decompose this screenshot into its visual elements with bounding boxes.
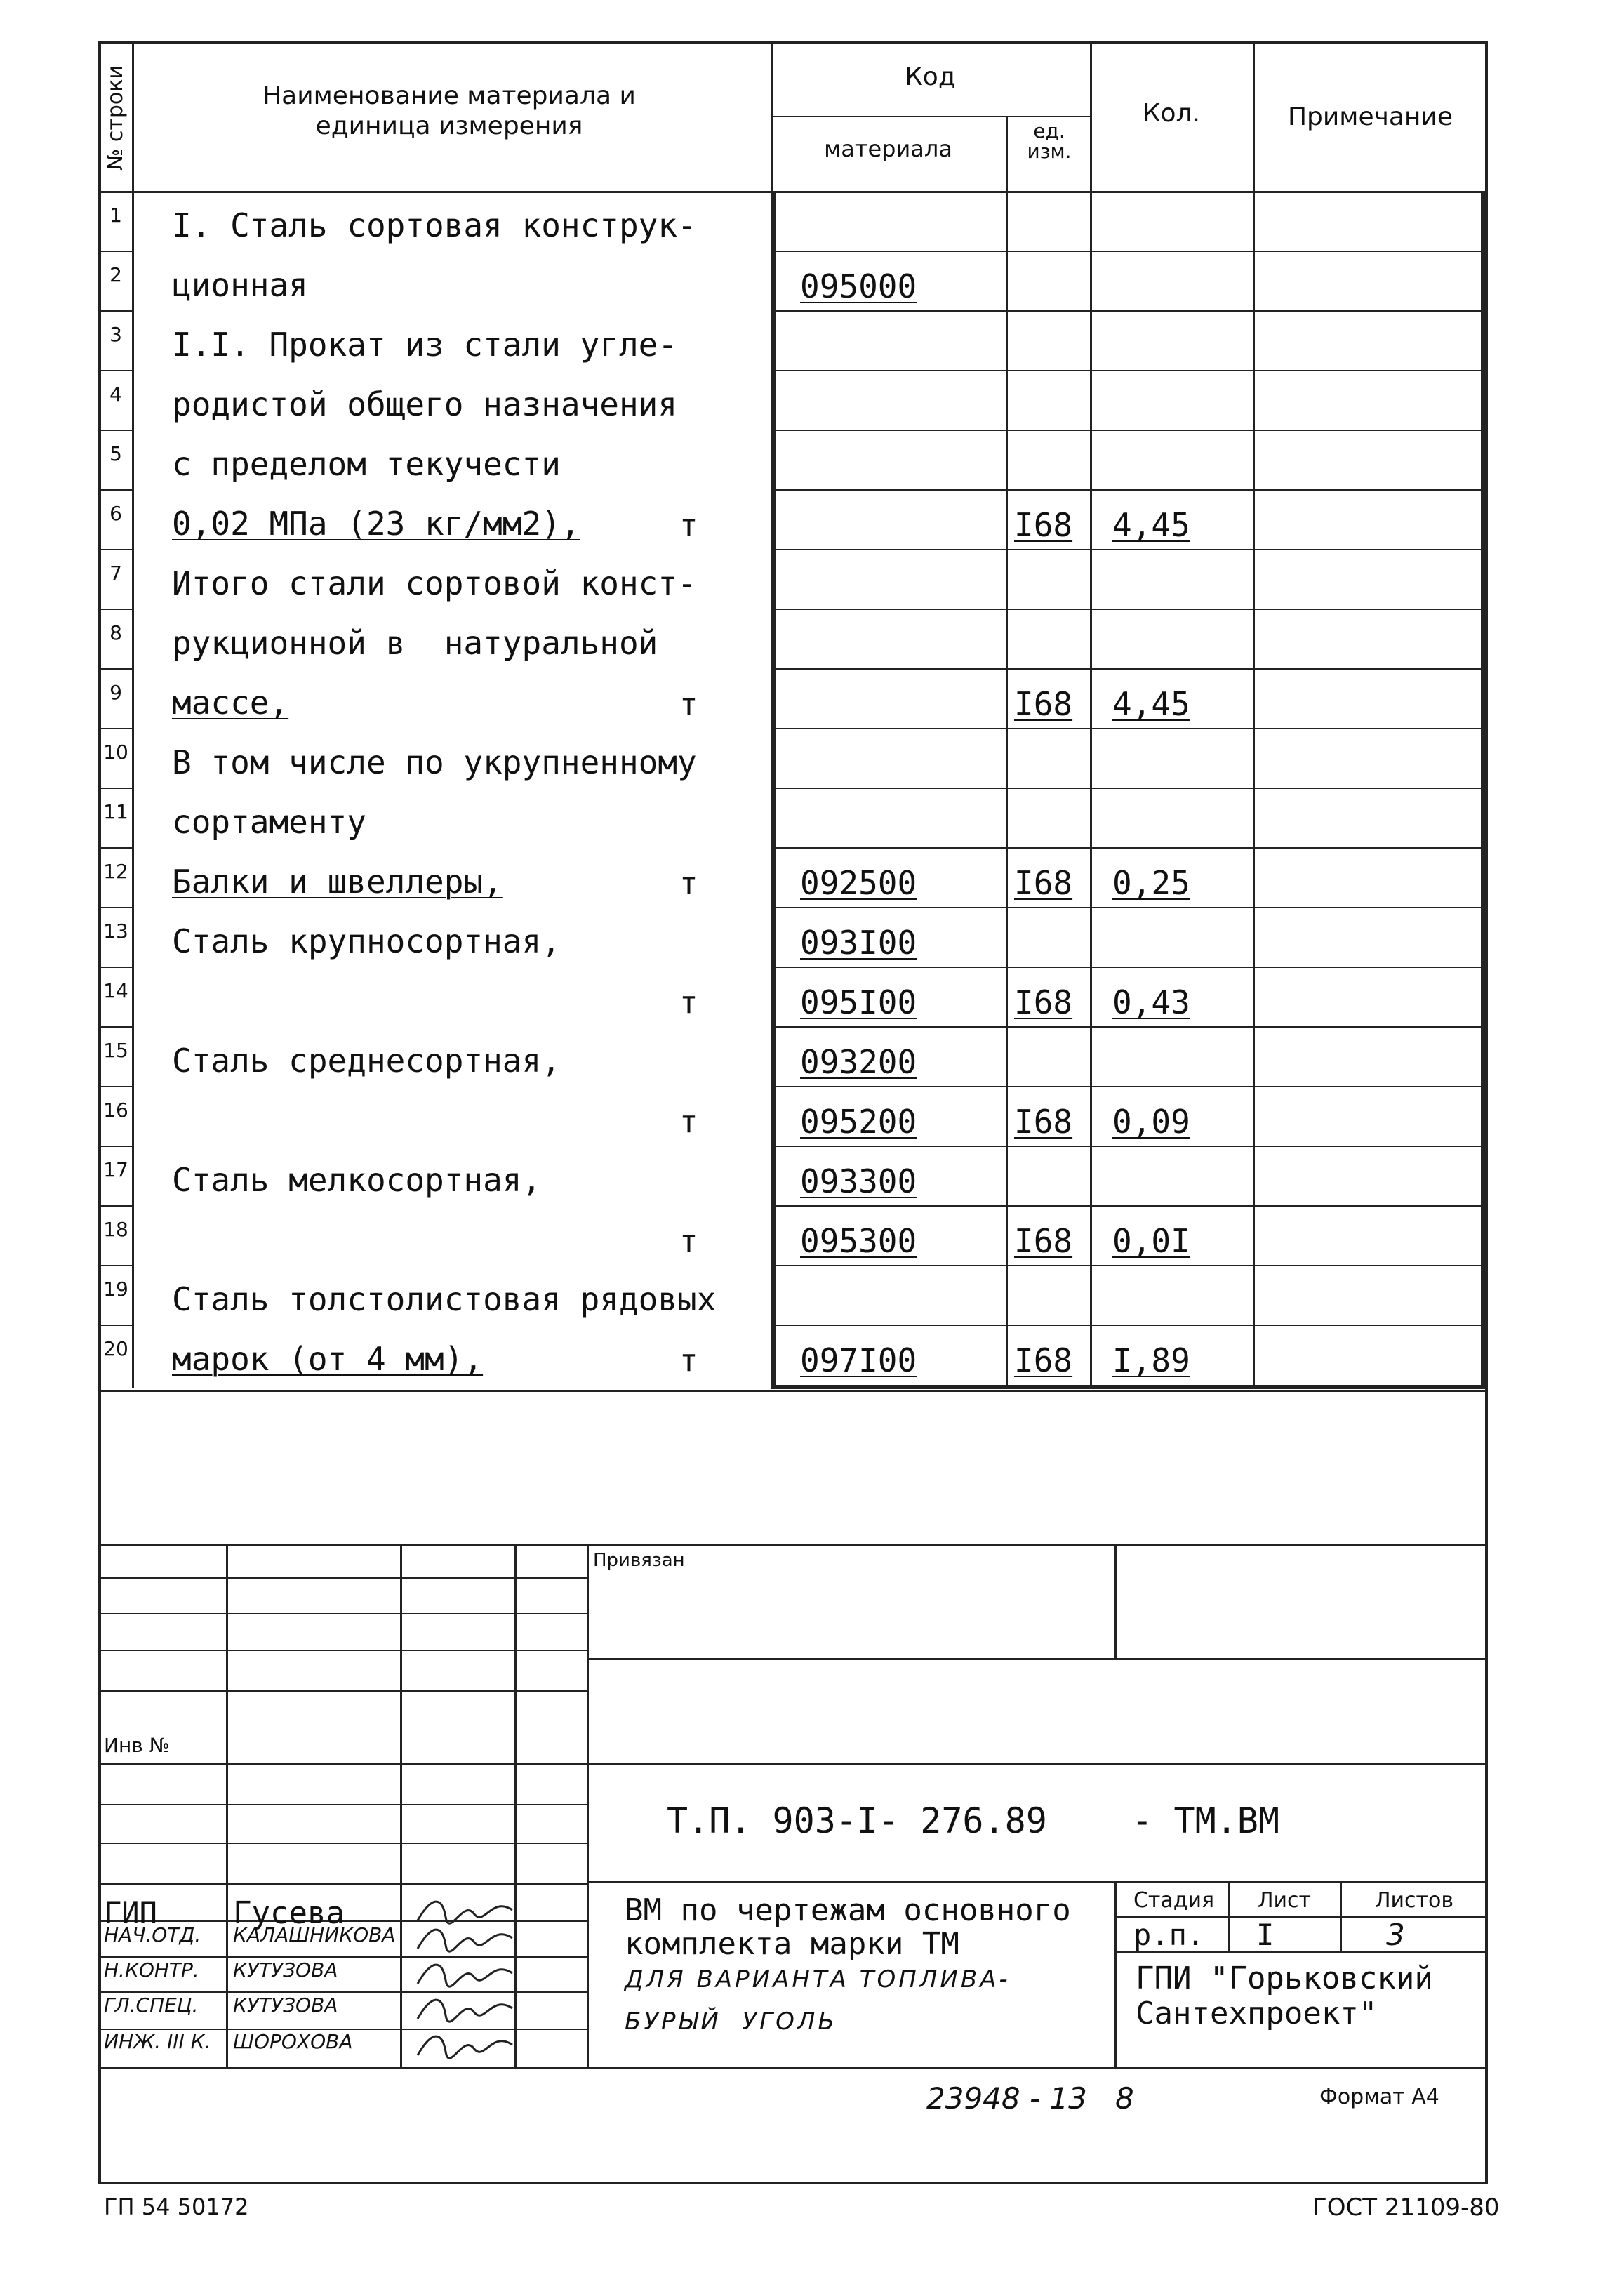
quantity: 4,45 <box>1112 506 1190 544</box>
tb-row <box>98 1804 587 1805</box>
row-number: 11 <box>103 800 128 823</box>
row-number: 1 <box>109 204 122 227</box>
signature-role: Н.КОНТР. <box>104 1958 199 1982</box>
document-code: Т.П. 903-I- 276.89 - ТМ.ВМ <box>667 1800 1279 1841</box>
quantity: I,89 <box>1112 1341 1190 1379</box>
row-divider <box>771 907 1485 908</box>
row-number: 14 <box>103 979 128 1002</box>
handwritten-signature <box>414 1991 519 2026</box>
handwritten-signature <box>414 2027 519 2062</box>
row-divider <box>98 1325 132 1326</box>
form-code: ГП 54 50172 <box>104 2194 249 2220</box>
row-divider <box>771 1086 1485 1087</box>
row-number: 8 <box>109 621 122 644</box>
stage-value: р.п. <box>1133 1918 1205 1952</box>
row-divider <box>771 1325 1485 1326</box>
quantity: 0,25 <box>1112 864 1190 902</box>
material-code: 093I00 <box>800 924 917 962</box>
header-bottom-line <box>98 191 1488 193</box>
name-header: Наименование материала и единица измерения <box>262 81 636 141</box>
row-number: 16 <box>103 1099 128 1122</box>
row-number: 12 <box>103 860 128 883</box>
material-name: Балки и швеллеры, <box>172 863 503 901</box>
row-number: 13 <box>103 920 128 943</box>
row-divider <box>98 609 132 610</box>
material-name: рукционной в натуральной <box>172 624 658 662</box>
signature-name: Гусева <box>233 1895 345 1931</box>
signature-role: ГИП <box>104 1895 157 1930</box>
inv-label: Инв № <box>104 1734 170 1757</box>
row-divider <box>98 728 132 729</box>
row-divider <box>98 310 132 312</box>
row-divider <box>98 967 132 968</box>
row-divider <box>771 609 1485 610</box>
signature-name: КУТУЗОВА <box>233 1958 338 1982</box>
material-code: 097I00 <box>800 1341 917 1379</box>
row-divider <box>98 1086 132 1087</box>
description-line-2: комплекта марки ТМ <box>625 1926 959 1962</box>
quantity: 0,43 <box>1112 983 1190 1021</box>
row-number: 4 <box>109 383 122 406</box>
material-name: 0,02 МПа (23 кг/мм2), <box>172 505 580 543</box>
material-code: 095200 <box>800 1103 917 1141</box>
row-number: 5 <box>109 442 122 465</box>
sheets-label: Листов <box>1374 1888 1454 1913</box>
signature-role: ИНЖ. III К. <box>104 2030 211 2053</box>
row-divider <box>98 907 132 908</box>
row-divider <box>98 1146 132 1147</box>
row-divider <box>771 1205 1485 1207</box>
privyazan-label: Привязан <box>593 1550 685 1571</box>
quantity: 4,45 <box>1112 685 1190 723</box>
unit-code: I68 <box>1014 685 1073 723</box>
row-number: 19 <box>103 1278 128 1301</box>
unit-code: I68 <box>1014 983 1073 1021</box>
row-divider <box>98 251 132 252</box>
row-divider <box>98 430 132 431</box>
unit-of-measure: т <box>679 985 698 1021</box>
material-name: В том числе по укрупненному <box>172 743 697 781</box>
signature-role: ГЛ.СПЕЦ. <box>104 1993 199 2017</box>
row-divider <box>98 788 132 789</box>
code-header: Код <box>905 62 956 91</box>
unit-of-measure: т <box>679 1104 698 1140</box>
unit-of-measure: т <box>679 865 698 901</box>
row-divider <box>98 1265 132 1266</box>
material-code: 092500 <box>800 864 917 902</box>
tb-stage-col <box>1340 1881 1342 1951</box>
unit-code-header: ед. изм. <box>1027 119 1072 164</box>
signature-name: КАЛАШНИКОВА <box>233 1923 396 1946</box>
unit-of-measure: т <box>679 507 698 543</box>
row-number: 15 <box>103 1039 128 1062</box>
material-name: I.I. Прокат из стали угле- <box>172 326 678 364</box>
description-handwritten-1: ДЛЯ ВАРИАНТА ТОПЛИВА- <box>625 1965 1011 1993</box>
row-divider <box>98 1205 132 1207</box>
row-number: 10 <box>103 741 128 764</box>
tb-row <box>98 1843 587 1844</box>
gost-label: ГОСТ 21109-80 <box>1312 2194 1500 2222</box>
row-divider <box>771 489 1485 491</box>
row-divider <box>771 728 1485 729</box>
organization-line-1: ГПИ "Горьковский <box>1136 1960 1433 1996</box>
material-name: массе, <box>172 684 289 722</box>
unit-code: I68 <box>1014 1103 1073 1141</box>
tb-col2 <box>400 1544 402 2067</box>
tb-row <box>587 1658 1488 1660</box>
unit-code: I68 <box>1014 1341 1073 1379</box>
titleblock-bottom-line <box>98 2067 1488 2069</box>
row-number-header: № строки <box>103 65 128 171</box>
format-label: Формат А4 <box>1319 2085 1439 2109</box>
row-divider <box>98 847 132 849</box>
material-code: 093300 <box>800 1162 917 1200</box>
handwritten-signature <box>414 1956 519 1991</box>
unit-of-measure: т <box>679 1343 698 1379</box>
material-name: Сталь крупносортная, <box>172 922 561 960</box>
material-name: Сталь толстолистовая рядовых <box>172 1280 717 1318</box>
tb-row <box>98 1883 587 1885</box>
material-name: ционная <box>172 266 308 304</box>
data-area-bottom-bold <box>771 1385 1485 1389</box>
row-number: 18 <box>103 1218 128 1241</box>
material-code: 095000 <box>800 267 917 305</box>
tb-row <box>98 1690 587 1692</box>
qty-column-line <box>1090 41 1092 1388</box>
tb-col5 <box>1114 1544 1117 1658</box>
tb-col4 <box>587 1544 589 2067</box>
material-name: Сталь среднесортная, <box>172 1042 561 1080</box>
material-code: 095300 <box>800 1222 917 1260</box>
row-divider <box>771 1026 1485 1028</box>
signature-name: ШОРОХОВА <box>233 2030 353 2053</box>
stage-label: Стадия <box>1133 1888 1215 1913</box>
row-divider <box>771 370 1485 371</box>
note-column-line <box>1253 41 1255 1388</box>
row-divider <box>771 1265 1485 1266</box>
row-divider <box>98 668 132 670</box>
material-code: 093200 <box>800 1043 917 1081</box>
tb-col1 <box>226 1544 228 2067</box>
tb-right-divider <box>1114 1881 1117 2067</box>
material-code: 095I00 <box>800 983 917 1021</box>
row-number: 20 <box>103 1337 128 1360</box>
row-divider <box>771 251 1485 252</box>
row-divider <box>771 430 1485 431</box>
quantity: 0,09 <box>1112 1103 1190 1141</box>
material-code-header: материала <box>824 135 952 162</box>
row-divider <box>771 1146 1485 1147</box>
page-bottom-line <box>98 2182 1488 2184</box>
unit-of-measure: т <box>679 1223 698 1259</box>
quantity: 0,0I <box>1112 1222 1190 1260</box>
material-name: сортаменту <box>172 803 366 841</box>
unitcode-column-line <box>1006 116 1008 1388</box>
table-bottom-line <box>98 1390 1488 1392</box>
row-number: 17 <box>103 1158 128 1181</box>
material-name: Сталь мелкосортная, <box>172 1161 542 1199</box>
sheet-value: I <box>1256 1918 1275 1952</box>
row-divider <box>771 668 1485 670</box>
code-subheader-line <box>771 116 1090 117</box>
description-handwritten-2: БУРЫЙ УГОЛЬ <box>625 2008 837 2036</box>
unit-code: I68 <box>1014 1222 1073 1260</box>
row-number: 9 <box>109 681 122 704</box>
material-name: I. Сталь сортовая конструк- <box>172 206 697 244</box>
row-number: 6 <box>109 502 122 525</box>
tb-row <box>98 1577 587 1579</box>
row-divider <box>771 847 1485 849</box>
tb-row <box>98 1650 587 1651</box>
tb-row <box>98 1763 1488 1765</box>
row-divider <box>771 788 1485 789</box>
tb-row <box>587 1881 1488 1883</box>
sheets-value: 3 <box>1386 1918 1405 1952</box>
tb-row <box>98 1613 587 1614</box>
qty-header: Кол. <box>1142 99 1201 128</box>
unit-code: I68 <box>1014 864 1073 902</box>
row-divider <box>771 310 1485 312</box>
unit-code: I68 <box>1014 506 1073 544</box>
material-name: родистой общего назначения <box>172 385 678 423</box>
row-divider <box>771 967 1485 968</box>
row-divider <box>98 549 132 550</box>
material-name: с пределом текучести <box>172 445 561 483</box>
archive-number: 23948 - 13 8 <box>926 2081 1134 2116</box>
rowno-column-line <box>132 41 134 1388</box>
note-header: Примечание <box>1287 102 1453 131</box>
handwritten-signature <box>414 1920 519 1956</box>
unit-of-measure: т <box>679 686 698 722</box>
titleblock-top-line <box>98 1544 1488 1546</box>
row-divider <box>771 549 1485 550</box>
row-number: 3 <box>109 323 122 346</box>
description-line-1: ВМ по чертежам основного <box>625 1892 1071 1928</box>
signature-name: КУТУЗОВА <box>233 1993 338 2017</box>
sheet-label: Лист <box>1257 1888 1312 1913</box>
organization-line-2: Сантехпроект" <box>1136 1996 1378 2031</box>
row-divider <box>98 370 132 371</box>
material-name: марок (от 4 мм), <box>172 1340 484 1378</box>
signature-role: НАЧ.ОТД. <box>104 1923 201 1946</box>
row-number: 7 <box>109 562 122 585</box>
row-divider <box>98 489 132 491</box>
tb-stage-col <box>1228 1881 1230 1951</box>
material-name: Итого стали сортовой конст- <box>172 564 697 602</box>
row-divider <box>98 1026 132 1028</box>
row-number: 2 <box>109 263 122 286</box>
